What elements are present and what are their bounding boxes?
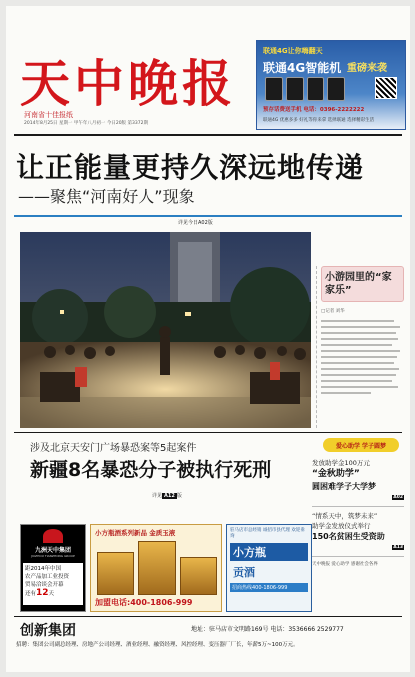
jiuzhou-group-ad[interactable] [20, 524, 86, 612]
group-en-name: JIUZHOU TIANZHONG GROUP [31, 554, 75, 558]
xiaofangping-ad[interactable] [226, 524, 312, 612]
group-name: 九洲天中集团 [34, 547, 71, 554]
section-rule [14, 432, 402, 433]
lead-photo[interactable] [20, 232, 311, 428]
side-story[interactable] [316, 266, 404, 428]
group-body-line: 距2014年中国 [25, 566, 61, 572]
masthead-tagline: 河南省十佳报纸 [24, 111, 73, 119]
unicom-ad-phone: 预存话费送手机 电话：0396-2222222 [263, 107, 365, 113]
item1-page-number: A02 [393, 495, 403, 500]
group-countdown [25, 589, 81, 598]
side-story-byline: □记者 刘华 [321, 309, 345, 314]
gold-ad-products [97, 541, 217, 595]
lead-subhead: ——聚焦“河南好人”现象 [18, 187, 195, 206]
masthead-logo[interactable]: 天中晚报 [20, 54, 236, 113]
right-column-divider [312, 506, 404, 507]
masthead-rule [14, 134, 402, 136]
item1-line1[interactable]: 发放助学金100万元 [312, 459, 370, 467]
item2-line3[interactable]: 150名贫困生受资助 [312, 532, 385, 541]
item3-text: 天中晚报 爱心助学 感谢社会各界 [312, 562, 378, 567]
item1-line3[interactable]: 圆困难学子大学梦 [312, 482, 376, 491]
bottle-icon [180, 557, 217, 595]
group-body-line: 贸易洽谈会开幕 [25, 582, 64, 588]
newspaper-page [6, 6, 410, 672]
phone-icon [307, 77, 325, 101]
footer-rule [14, 616, 402, 617]
gold-ad-title: 小方瓶酒系列新品 金质玉液 [95, 529, 176, 537]
unicom-ad[interactable] [256, 40, 406, 130]
charity-tag: 爱心助学 学子圆梦 [323, 438, 399, 452]
unicom-ad-title: 联通4G智能机 [263, 61, 342, 75]
night-park-photo [20, 232, 311, 428]
gold-liquor-ad[interactable] [90, 524, 222, 612]
masthead-dateline: 2014年8月25日 星期一 甲午年八月初一 今日20版 第3372期 [24, 121, 148, 126]
item1-line2[interactable]: “金秋助学” [312, 469, 360, 479]
item2-line2[interactable]: 助学金发放仪式举行 [312, 522, 371, 530]
story2-see-page[interactable] [152, 492, 182, 499]
blue-divider [14, 215, 402, 217]
see-page-number: A12 [164, 493, 175, 499]
phone-images [265, 77, 345, 101]
group-logo-icon [43, 529, 63, 543]
phone-icon [286, 77, 304, 101]
footer-ad[interactable] [16, 618, 402, 654]
masthead [6, 6, 410, 134]
right-column-divider [312, 556, 404, 557]
gold-ad-phone: 加盟电话:400-1806-999 [95, 598, 193, 607]
story2-headline[interactable]: 新疆8名暴恐分子被执行死刑 [30, 459, 272, 481]
item2-page-number: A13 [393, 545, 403, 550]
phone-icon [327, 77, 345, 101]
group-body-line: 农产品加工业投资 [25, 574, 70, 580]
side-story-body [321, 320, 404, 394]
item2-see-page[interactable] [312, 543, 404, 552]
gift-box-icon [97, 552, 134, 595]
item2-line1[interactable]: “情系天中，筑梦未来” [312, 512, 378, 520]
liquor-ad-product: 贡酒 [233, 566, 255, 579]
liquor-ad-info: 驻马店市总经销 诚招市县代理 欢迎垂询 [230, 528, 305, 539]
footer-recruit: 招聘：集团公司副总经理、房地产公司经理、酒业经理、融资经理、风控经理、变压器厂厂长，年薪5万~100万元。 [16, 642, 299, 648]
item1-see-page[interactable] [312, 493, 404, 502]
unicom-ad-kicker: 联通4G让你嗨翻天 [263, 47, 323, 55]
countdown-suffix: 天 [48, 591, 55, 597]
footer-company: 创新集团 [20, 623, 76, 639]
qr-code-icon [375, 77, 397, 99]
countdown-number: 12 [36, 588, 49, 598]
liquor-ad-phone: 招商热线400-1806-999 [230, 583, 308, 592]
countdown-prefix: 还有 [25, 591, 37, 597]
phone-icon [265, 77, 283, 101]
lead-see-page[interactable]: 详见今日A02版 [178, 220, 213, 226]
see-prefix: 详见 [152, 493, 163, 499]
right-column [312, 458, 404, 606]
group-ad-body [23, 563, 83, 605]
side-story-title: 小游园里的“家家乐” [321, 266, 404, 302]
lead-headline[interactable]: 让正能量更持久深远地传递 [16, 151, 365, 184]
gift-box-icon [138, 541, 175, 595]
liquor-ad-brand: 小方瓶 [230, 543, 308, 561]
footer-address: 地址：驻马店市文明路169号 电话：3536666 2529777 [191, 626, 344, 633]
see-suffix: 版 [176, 493, 182, 499]
unicom-ad-slogan: 重磅来袭 [347, 63, 387, 74]
story2-kicker: 涉及北京天安门广场暴恐案等5起案件 [30, 443, 197, 454]
unicom-ad-footnote: 联通4G 优惠多多 好礼等你来拿 选择联通 选择精彩生活 [263, 118, 375, 123]
